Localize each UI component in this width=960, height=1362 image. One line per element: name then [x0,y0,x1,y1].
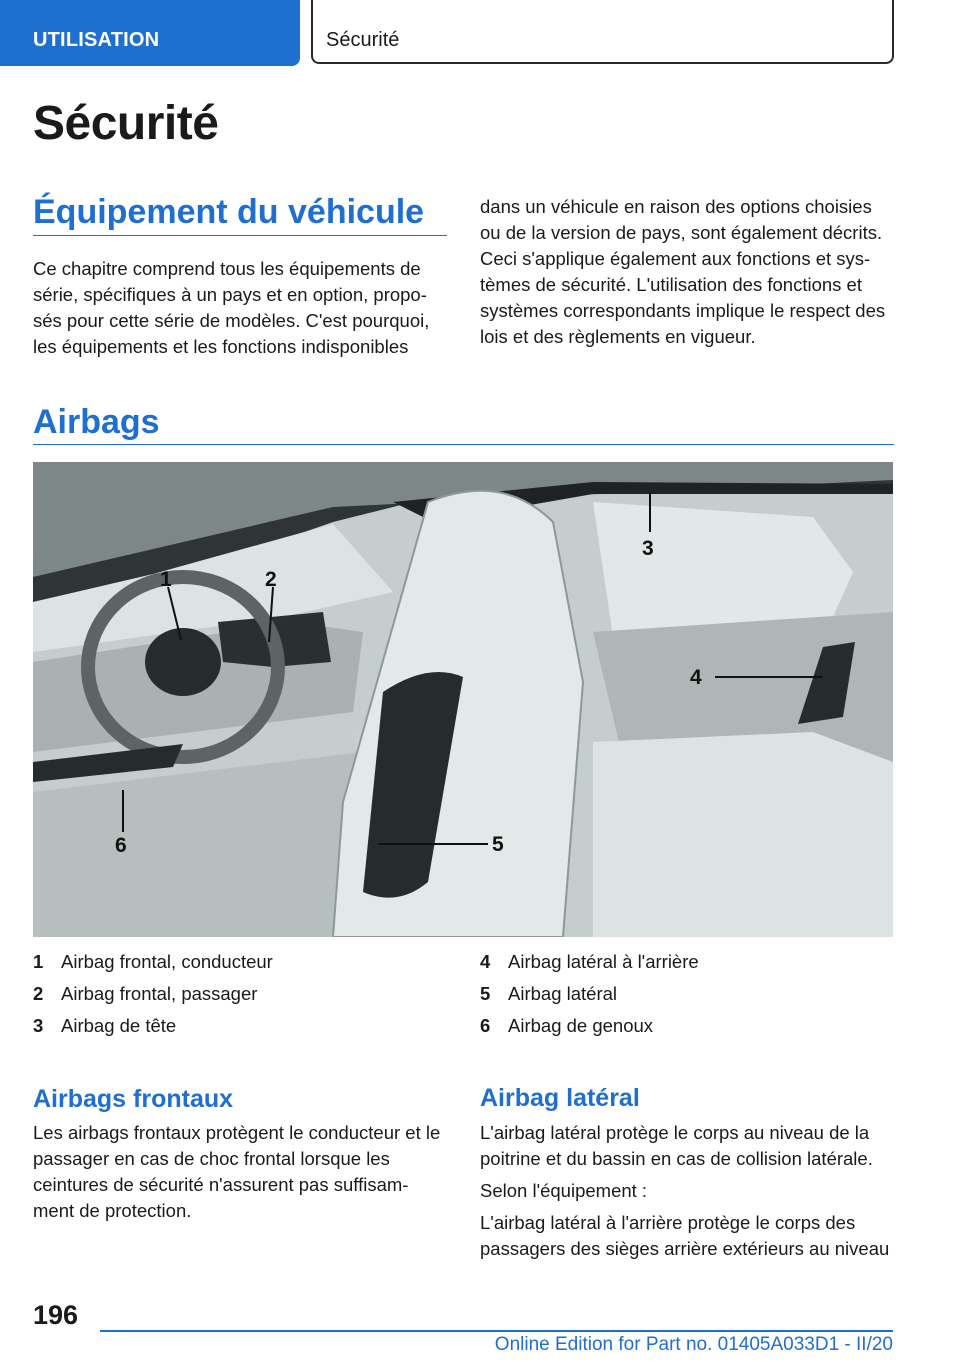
legend-label: Airbag de tête [61,1015,177,1036]
legend-item [480,1010,894,1042]
legend-number: 4 [480,951,491,972]
legend-number: 2 [33,983,44,1004]
airbag-illustration-svg [33,462,893,937]
chapter-box [311,0,894,64]
legend-item [480,946,894,978]
callout-6: 6 [115,834,127,857]
page-number: 196 [33,1300,79,1330]
knee-airbag-zone [33,744,183,782]
page-title: Sécurité [33,97,219,150]
airbag-illustration [33,462,893,937]
legend-item [33,1010,447,1042]
legend-number: 5 [480,983,491,1004]
legend-label: Airbag latéral à l'arrière [508,951,699,972]
rear-seat [593,732,893,937]
legend-number: 1 [33,951,44,972]
legend-label: Airbag frontal, passager [61,983,258,1004]
airbag-legend-right [480,946,894,1042]
airbags-rule [33,444,894,445]
callout-2: 2 [265,568,277,591]
side-airbag-text-2: Selon l'équipement : [480,1180,648,1201]
legend-label: Airbag latéral [508,983,618,1004]
vehicle-equipment-rule [33,235,447,236]
footer-edition: Online Edition for Part no. 01405A033D1 - II/20 [494,1334,893,1355]
legend-item [480,978,894,1010]
callout-1: 1 [160,568,172,591]
frontal-airbags-heading: Airbags frontaux [33,1085,234,1113]
driver-airbag-zone [145,628,221,696]
side-airbag-heading: Airbag latéral [480,1084,640,1112]
section-tab [0,0,300,66]
legend-item [33,978,447,1010]
callout-4: 4 [690,666,702,689]
legend-label: Airbag frontal, conducteur [61,951,273,972]
legend-number: 3 [33,1015,44,1036]
airbag-legend-left [33,946,447,1042]
side-airbag-text-1: L'airbag latéral protège le corps au niveau de la poitrine et du bassin en cas de collision latérale. [480,1122,873,1169]
callout-3: 3 [642,537,654,560]
legend-item [33,946,447,978]
vehicle-equipment-text-left: Ce chapitre comprend tous les équipements de série, spécifiques à un pays et en option, propo-sés pour cette série de modèles. C'est pourquoi, les équipements et les fonctions indisponibles [33,258,430,357]
callout-5: 5 [492,833,504,856]
airbags-heading: Airbags [33,403,160,441]
frontal-airbags-text: Les airbags frontaux protègent le conducteur et le passager en cas de choc frontal lorsque les ceintures de sécurité n'assurent pas suffisam-ment de protection. [33,1122,441,1221]
vehicle-equipment-heading: Équipement du véhicule [33,193,425,231]
vehicle-equipment-text-right: dans un véhicule en raison des options choisies ou de la version de pays, sont également décrits. Ceci s'applique également aux fonctions et sys-tèmes de sécurité. L'utilisation des fonctions et systèmes correspondants implique le respect des lois et des règlements en vigueur. [480,196,886,347]
side-airbag-text-3: L'airbag latéral à l'arrière protège le corps des passagers des sièges arrière extérieurs au niveau [480,1212,890,1259]
legend-number: 6 [480,1015,491,1036]
chapter-label: Sécurité [326,29,400,51]
side-window [593,502,853,637]
footer-rule [100,1330,893,1332]
legend-label: Airbag de genoux [508,1015,654,1036]
section-label: UTILISATION [33,29,160,51]
